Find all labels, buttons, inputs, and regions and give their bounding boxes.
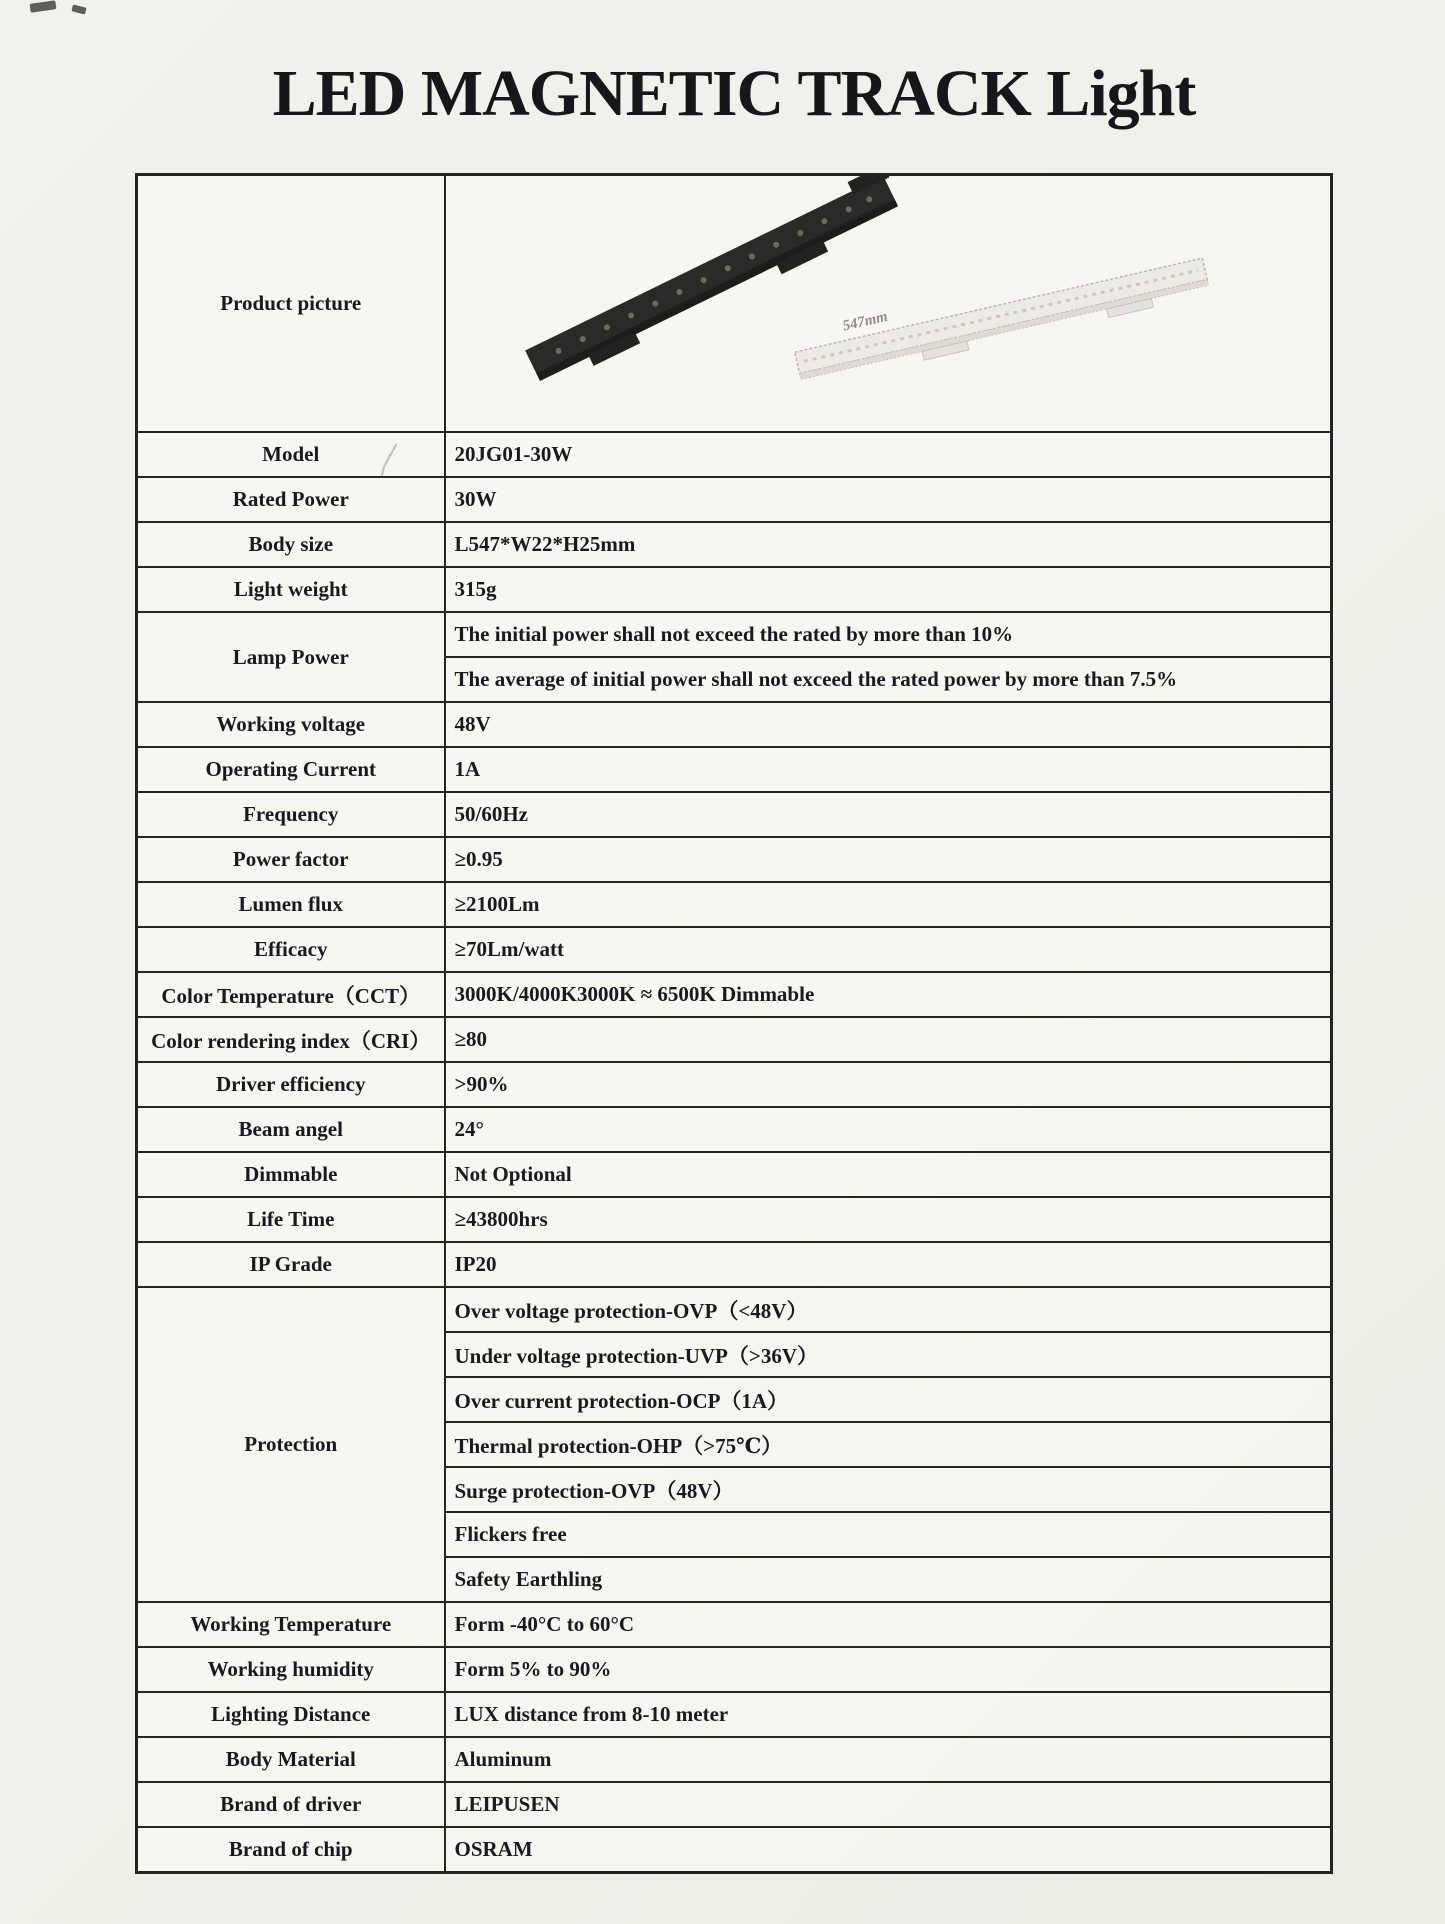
spec-label-light-weight: Light weight bbox=[137, 567, 445, 612]
spec-label-working-humidity: Working humidity bbox=[137, 1647, 445, 1692]
spec-value-cri: ≥80 bbox=[445, 1017, 1332, 1062]
spec-label-life-time: Life Time bbox=[137, 1197, 445, 1242]
spec-table bbox=[135, 173, 1333, 1874]
spec-label-efficacy: Efficacy bbox=[137, 927, 445, 972]
spec-row-brand-of-chip bbox=[137, 1827, 1332, 1872]
spec-row-driver-efficiency bbox=[137, 1062, 1332, 1107]
spec-value-lamp-power-1: The initial power shall not exceed the rated by more than 10% bbox=[445, 612, 1332, 657]
spec-value-protection-surge: Surge protection-OVP（48V） bbox=[445, 1467, 1332, 1512]
spec-label-power-factor: Power factor bbox=[137, 837, 445, 882]
spec-row-body-material bbox=[137, 1737, 1332, 1782]
spec-value-driver-efficiency: >90% bbox=[445, 1062, 1332, 1107]
spec-value-operating-current: 1A bbox=[445, 747, 1332, 792]
spec-value-brand-of-chip: OSRAM bbox=[445, 1827, 1332, 1872]
spec-value-frequency: 50/60Hz bbox=[445, 792, 1332, 837]
page-title: LED MAGNETIC TRACK Light bbox=[272, 57, 1196, 130]
spec-label-lamp-power: Lamp Power bbox=[137, 612, 445, 702]
spec-row-working-humidity bbox=[137, 1647, 1332, 1692]
spec-row-brand-of-driver bbox=[137, 1782, 1332, 1827]
spec-label-dimmable: Dimmable bbox=[137, 1152, 445, 1197]
spec-row-cri bbox=[137, 1017, 1332, 1062]
spec-row-lamp-power-1 bbox=[137, 612, 1332, 657]
spec-value-ip-grade: IP20 bbox=[445, 1242, 1332, 1287]
spec-value-lamp-power-2: The average of initial power shall not exceed the rated power by more than 7.5% bbox=[445, 657, 1332, 702]
spec-row-working-voltage bbox=[137, 702, 1332, 747]
spec-value-protection-uvp: Under voltage protection-UVP（>36V） bbox=[445, 1332, 1332, 1377]
spec-label-lumen-flux: Lumen flux bbox=[137, 882, 445, 927]
spec-value-protection-earthing: Safety Earthling bbox=[445, 1557, 1332, 1602]
spec-label-working-temperature: Working Temperature bbox=[137, 1602, 445, 1647]
spec-label-cri: Color rendering index（CRI） bbox=[137, 1017, 445, 1062]
spec-value-power-factor: ≥0.95 bbox=[445, 837, 1332, 882]
spec-label-driver-efficiency: Driver efficiency bbox=[137, 1062, 445, 1107]
spec-label-lighting-distance: Lighting Distance bbox=[137, 1692, 445, 1737]
spec-row-power-factor bbox=[137, 837, 1332, 882]
spec-value-brand-of-driver: LEIPUSEN bbox=[445, 1782, 1332, 1827]
spec-label-ip-grade: IP Grade bbox=[137, 1242, 445, 1287]
spec-row-ip-grade bbox=[137, 1242, 1332, 1287]
spec-label-body-size: Body size bbox=[137, 522, 445, 567]
spec-label-beam-angle: Beam angel bbox=[137, 1107, 445, 1152]
scan-artifact bbox=[71, 4, 86, 14]
spec-label-operating-current: Operating Current bbox=[137, 747, 445, 792]
spec-value-color-temperature: 3000K/4000K3000K ≈ 6500K Dimmable bbox=[445, 972, 1332, 1017]
spec-value-working-humidity: Form 5% to 90% bbox=[445, 1647, 1332, 1692]
spec-value-protection-ovp: Over voltage protection-OVP（<48V） bbox=[445, 1287, 1332, 1332]
spec-row-working-temperature bbox=[137, 1602, 1332, 1647]
spec-label-body-material: Body Material bbox=[137, 1737, 445, 1782]
spec-value-beam-angle: 24° bbox=[445, 1107, 1332, 1152]
spec-row-protection-1 bbox=[137, 1287, 1332, 1332]
spec-row-lighting-distance bbox=[137, 1692, 1332, 1737]
spec-value-protection-ocp: Over current protection-OCP（1A） bbox=[445, 1377, 1332, 1422]
spec-row-rated-power bbox=[137, 477, 1332, 522]
spec-value-dimmable: Not Optional bbox=[445, 1152, 1332, 1197]
product-photo bbox=[446, 176, 1331, 431]
spec-value-light-weight: 315g bbox=[445, 567, 1332, 612]
spec-row-dimmable bbox=[137, 1152, 1332, 1197]
spec-label-brand-of-chip: Brand of chip bbox=[137, 1827, 445, 1872]
spec-label-color-temperature: Color Temperature（CCT） bbox=[137, 972, 445, 1017]
spec-label-frequency: Frequency bbox=[137, 792, 445, 837]
spec-row-color-temperature bbox=[137, 972, 1332, 1017]
dimension-label: 547mm bbox=[840, 308, 889, 335]
spec-value-lighting-distance: LUX distance from 8-10 meter bbox=[445, 1692, 1332, 1737]
spec-label-brand-of-driver: Brand of driver bbox=[137, 1782, 445, 1827]
spec-value-efficacy: ≥70Lm/watt bbox=[445, 927, 1332, 972]
spec-label-rated-power: Rated Power bbox=[137, 477, 445, 522]
spec-label-text: Model bbox=[262, 442, 320, 466]
spec-value-body-material: Aluminum bbox=[445, 1737, 1332, 1782]
scan-artifact bbox=[30, 0, 57, 13]
product-picture-label: Product picture bbox=[137, 175, 445, 433]
spec-value-body-size: L547*W22*H25mm bbox=[445, 522, 1332, 567]
product-picture-row bbox=[137, 175, 1332, 433]
spec-value-protection-flickers: Flickers free bbox=[445, 1512, 1332, 1557]
spec-value-life-time: ≥43800hrs bbox=[445, 1197, 1332, 1242]
spec-row-body-size bbox=[137, 522, 1332, 567]
spec-label-model bbox=[137, 432, 445, 477]
spec-row-light-weight bbox=[137, 567, 1332, 612]
spec-value-working-temperature: Form -40°C to 60°C bbox=[445, 1602, 1332, 1647]
spec-label-working-voltage: Working voltage bbox=[137, 702, 445, 747]
white-track-light bbox=[789, 237, 1210, 388]
spec-row-beam-angle bbox=[137, 1107, 1332, 1152]
pen-mark-icon bbox=[376, 443, 402, 477]
spec-row-frequency bbox=[137, 792, 1332, 837]
spec-label-protection: Protection bbox=[137, 1287, 445, 1602]
spec-value-model: 20JG01-30W bbox=[445, 432, 1332, 477]
spec-row-life-time bbox=[137, 1197, 1332, 1242]
spec-value-working-voltage: 48V bbox=[445, 702, 1332, 747]
product-picture-cell bbox=[445, 175, 1332, 433]
spec-row-operating-current bbox=[137, 747, 1332, 792]
spec-value-protection-ohp: Thermal protection-OHP（>75℃） bbox=[445, 1422, 1332, 1467]
spec-value-rated-power: 30W bbox=[445, 477, 1332, 522]
spec-value-lumen-flux: ≥2100Lm bbox=[445, 882, 1332, 927]
spec-row-efficacy bbox=[137, 927, 1332, 972]
spec-row-lumen-flux bbox=[137, 882, 1332, 927]
spec-row-model bbox=[137, 432, 1332, 477]
